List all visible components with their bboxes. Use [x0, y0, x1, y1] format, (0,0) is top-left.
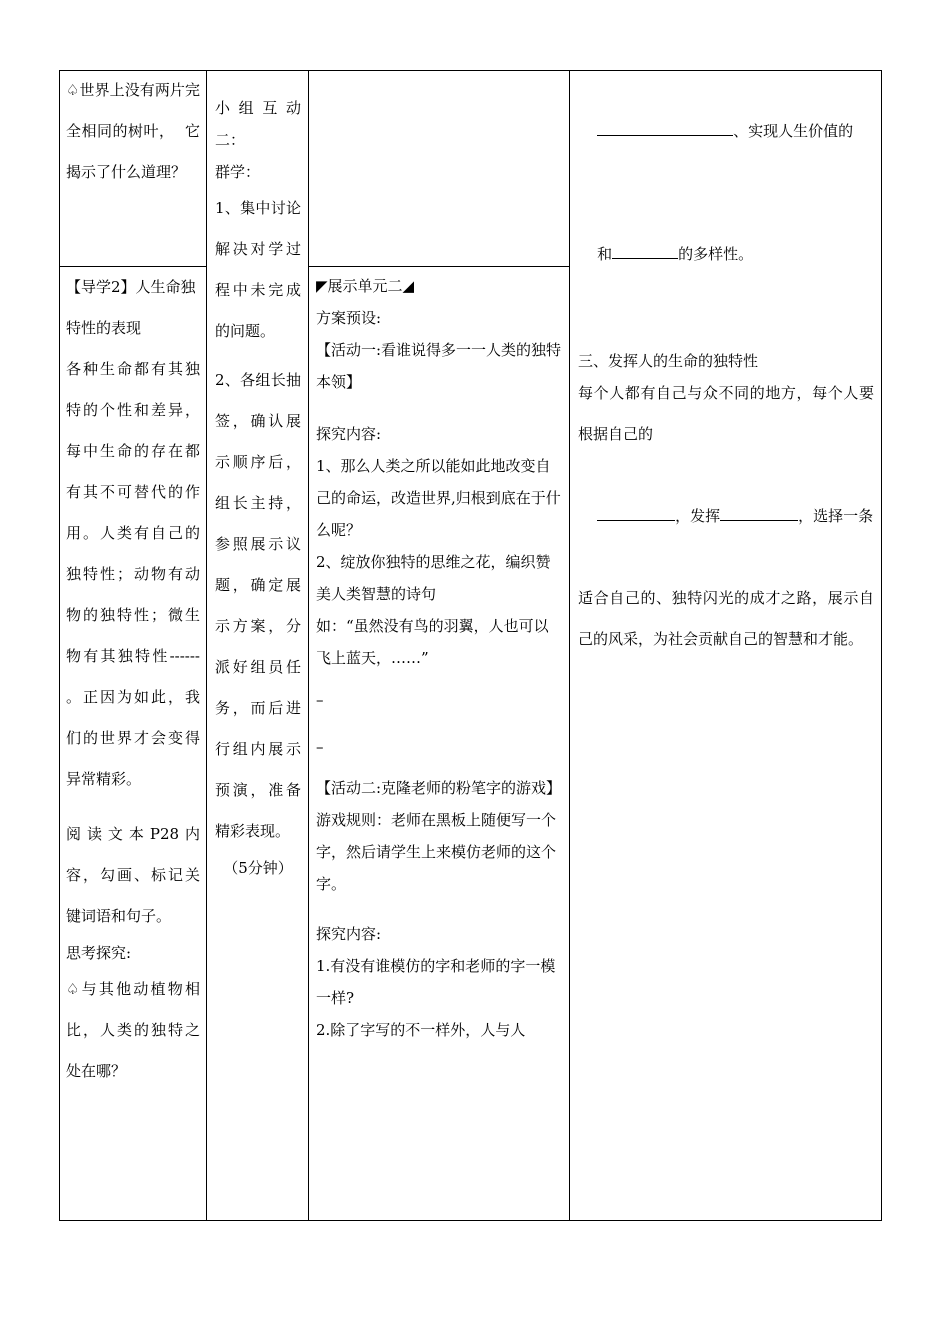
col2-group-cell: [215, 92, 306, 884]
time-note: （5分钟）: [223, 859, 293, 877]
guide-heading: 【导学2】人生命独特性的表现: [66, 278, 196, 337]
poem-example: 如：“虽然没有鸟的羽翼，人也可以飞上蓝天，……”: [316, 617, 549, 667]
fill-line-2: [578, 193, 874, 316]
col4-summary-cell: [578, 70, 874, 660]
group-item-1: 1、集中讨论解决对学过程中未完成的问题。: [215, 199, 301, 340]
fill-line-3: [578, 455, 874, 578]
blank-3[interactable]: [597, 506, 675, 521]
row-divider-col3: [308, 266, 570, 267]
col1-question-cell: [66, 70, 200, 193]
explore-2-item-2: 2.除了字写的不一样外，人与人: [316, 1021, 526, 1039]
section-three-heading: 三、发挥人的生命的独特性: [578, 352, 759, 370]
fill-line-3-mid: ，发挥: [675, 507, 721, 525]
answer-line-2: –: [316, 738, 324, 756]
explore-label-1: 探究内容:: [316, 425, 382, 443]
question-tree-leaves: ♤世界上没有两片完全相同的树叶， 它揭示了什么道理？: [66, 81, 200, 181]
unit-heading: ◤展示单元二◢: [316, 277, 415, 295]
col-divider-3: [569, 70, 570, 1221]
blank-4[interactable]: [720, 506, 798, 521]
question-human-uniqueness: ♤与其他动植物相比，人类的独特之处在哪？: [66, 980, 200, 1080]
group-item-2: 2、各组长抽签，确认展示顺序后，组长主持，参照展示议题，确定展示方案，分派好组员任务，而后进行组内展示预演，准备精彩表现。: [215, 371, 301, 840]
fill-line-2-prefix: 和: [597, 245, 613, 263]
activity-1-title: 【活动一:看谁说得多一一人类的独特本领】: [316, 341, 562, 391]
section-three-para-2: 适合自己的、独特闪光的成才之路，展示自己的风采，为社会贡献自己的智慧和才能。: [578, 589, 874, 648]
answer-line-1: –: [316, 691, 324, 709]
explore-label-2: 探究内容:: [316, 925, 382, 943]
reading-instruction: 阅读文本P28内容，勾画、标记关键词语和句子。: [66, 825, 200, 925]
activity-2-title: 【活动二:克隆老师的粉笔字的游戏】: [316, 779, 562, 797]
group-interaction-title: 小 组 互 动 二：: [215, 99, 306, 149]
explore-2-item-1: 1.有没有谁模仿的字和老师的字一模一样?: [316, 957, 556, 1007]
plan-label: 方案预设:: [316, 309, 382, 327]
col-divider-1: [206, 70, 207, 1221]
fill-line-1-text: 、实现人生价值的: [733, 122, 854, 140]
explore-1-item-2: 2、绽放你独特的思维之花，编织赞美人类智慧的诗句: [316, 553, 551, 603]
col-divider-2: [308, 70, 309, 1221]
game-rules: 游戏规则：老师在黑板上随便写一个字，然后请学生上来模仿老师的这个字。: [316, 811, 557, 893]
fill-line-2-suffix: 的多样性。: [678, 245, 754, 263]
blank-2[interactable]: [612, 244, 678, 259]
fill-line-1: [578, 70, 874, 193]
col1-guide-cell: [66, 267, 205, 1092]
fill-line-3-suffix: ，选择一条: [798, 507, 874, 525]
guide-body: 各种生命都有其独特的个性和差异，每中生命的存在都有其不可替代的作用。人类有自己的独特性；动物有动物的独特性；微生物有其独特性------ 。正因为如此，我们的世界才会变得异常精彩。: [66, 360, 205, 788]
qunxue-label: 群学：: [215, 163, 261, 181]
col3-unit-cell: [316, 270, 563, 1046]
think-label: 思考探究:: [66, 944, 132, 962]
explore-1-item-1: 1、那么人类之所以能如此地改变自己的命运，改造世界,归根到底在于什么呢？: [316, 457, 561, 539]
section-three-para-1: 每个人都有自己与众不同的地方，每个人要根据自己的: [578, 384, 874, 443]
blank-1[interactable]: [597, 121, 733, 136]
